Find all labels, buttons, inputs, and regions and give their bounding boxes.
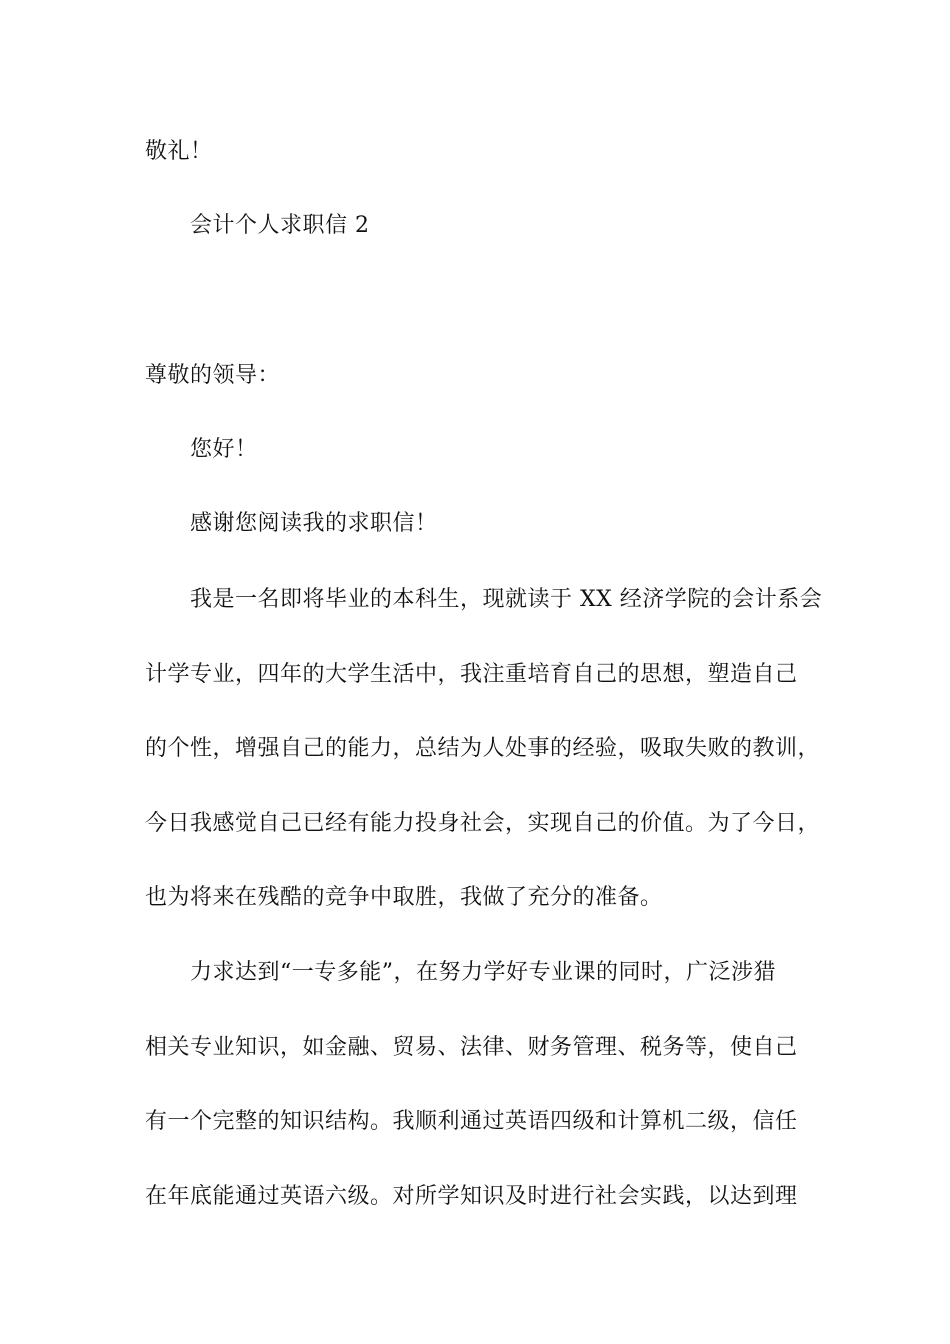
paragraph-line: 有一个完整的知识结构。我顺利通过英语四级和计算机二级，信任 bbox=[145, 1109, 798, 1134]
closing-line: 敬礼！ bbox=[145, 139, 213, 164]
paragraph-line: 的个性，增强自己的能力，总结为人处事的经验，吸取失败的教训， bbox=[145, 736, 821, 761]
thanks-line: 感谢您阅读我的求职信！ bbox=[190, 511, 438, 536]
paragraph-line: 计学专业，四年的大学生活中，我注重培育自己的思想，塑造自己 bbox=[145, 662, 798, 687]
greeting-line: 您好！ bbox=[190, 437, 258, 462]
paragraph-line: 今日我感觉自己已经有能力投身社会，实现自己的价值。为了今日， bbox=[145, 811, 821, 836]
paragraph-line: 也为将来在残酷的竞争中取胜，我做了充分的准备。 bbox=[145, 885, 663, 910]
paragraph-line: 在年底能通过英语六级。对所学知识及时进行社会实践，以达到理 bbox=[145, 1184, 798, 1209]
salutation-line: 尊敬的领导： bbox=[145, 363, 281, 388]
letter-heading: 会计个人求职信 2 bbox=[190, 213, 370, 238]
paragraph-line: 我是一名即将毕业的本科生，现就读于 XX 经济学院的会计系会 bbox=[190, 587, 823, 612]
paragraph-line: 相关专业知识，如金融、贸易、法律、财务管理、税务等，使自己 bbox=[145, 1035, 798, 1060]
paragraph-line: 力求达到“一专多能”，在努力学好专业课的同时，广泛涉猎 bbox=[190, 960, 776, 985]
